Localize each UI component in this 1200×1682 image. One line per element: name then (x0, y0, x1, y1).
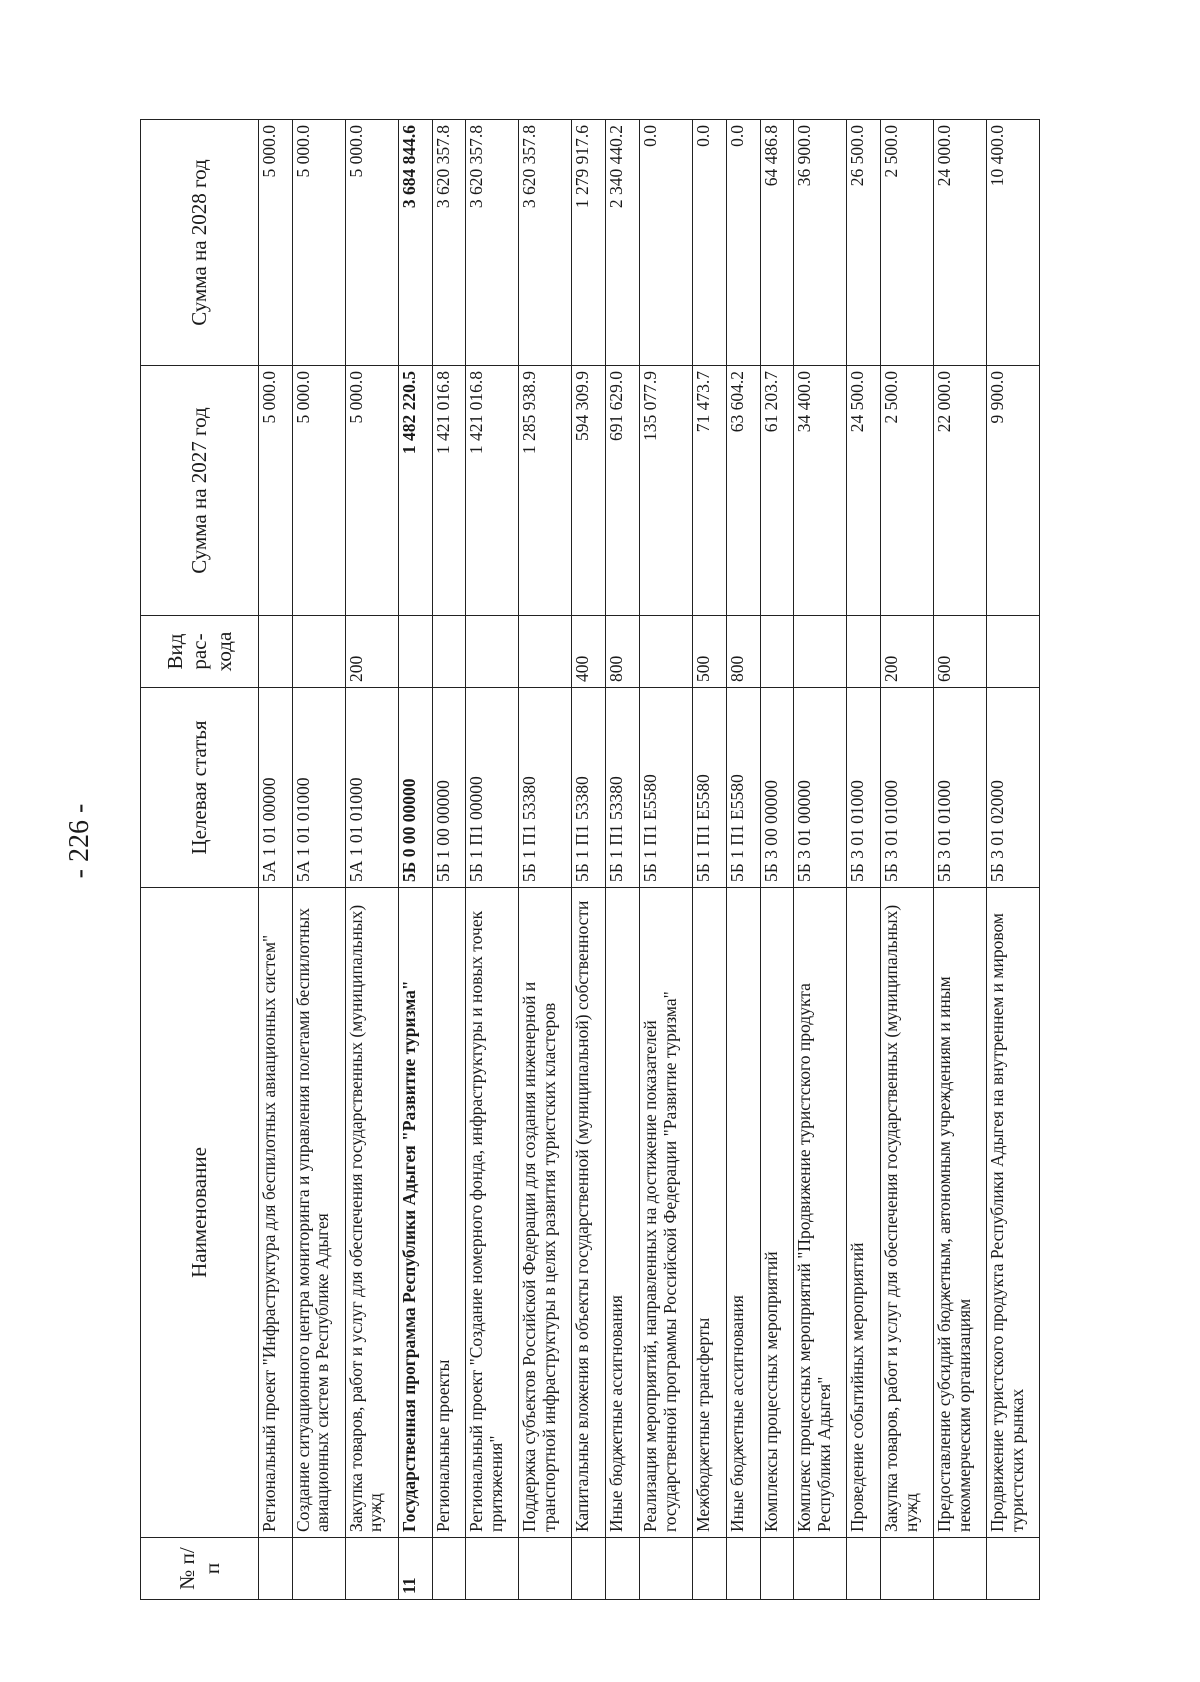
cell-sum-2028: 5 000.0 (292, 120, 345, 366)
cell-kind (760, 616, 794, 688)
cell-kind: 200 (345, 616, 398, 688)
cell-sum-2027: 691 629.0 (606, 366, 640, 616)
header-nn: № п/п (141, 1538, 259, 1600)
page-number: - 226 - (64, 803, 95, 879)
cell-name: Региональные проекты (432, 888, 466, 1538)
cell-kind (398, 616, 432, 688)
table-row (572, 120, 606, 1600)
table-row (639, 120, 692, 1600)
cell-sum-2027: 5 000.0 (345, 366, 398, 616)
cell-target: 5Б 3 01 01000 (934, 688, 987, 888)
cell-sum-2028: 10 400.0 (986, 120, 1039, 366)
cell-sum-2028: 3 620 357.8 (466, 120, 519, 366)
cell-target: 5Б 3 01 00000 (794, 688, 847, 888)
cell-target: 5Б 1 П1 53380 (572, 688, 606, 888)
cell-kind (259, 616, 293, 688)
cell-name: Иные бюджетные ассигнования (726, 888, 760, 1538)
cell-nn (345, 1538, 398, 1600)
cell-target: 5А 1 01 00000 (259, 688, 293, 888)
header-row (141, 120, 259, 1600)
header-target: Целевая статья (141, 688, 259, 888)
cell-nn: 11 (398, 1538, 432, 1600)
cell-nn (847, 1538, 881, 1600)
cell-name: Капитальные вложения в объекты государственной (муниципальной) собственности (572, 888, 606, 1538)
cell-sum-2028: 36 900.0 (794, 120, 847, 366)
cell-sum-2028: 0.0 (726, 120, 760, 366)
table-row (934, 120, 987, 1600)
cell-kind: 500 (692, 616, 726, 688)
cell-sum-2028: 2 500.0 (881, 120, 934, 366)
table-row (692, 120, 726, 1600)
budget-table (140, 119, 1040, 1600)
cell-target: 5Б 1 П1 Е5580 (726, 688, 760, 888)
cell-sum-2027: 5 000.0 (292, 366, 345, 616)
header-sum-2027: Сумма на 2027 год (141, 366, 259, 616)
table-row (432, 120, 466, 1600)
cell-sum-2027: 9 900.0 (986, 366, 1039, 616)
cell-kind: 800 (726, 616, 760, 688)
table-row (726, 120, 760, 1600)
cell-target: 5Б 1 П1 53380 (519, 688, 572, 888)
cell-name: Продвижение туристского продукта Республики Адыгея на внутреннем и мировом туристских рынках (986, 888, 1039, 1538)
cell-sum-2028: 1 279 917.6 (572, 120, 606, 366)
cell-target: 5Б 3 01 01000 (847, 688, 881, 888)
cell-kind (847, 616, 881, 688)
cell-sum-2028: 0.0 (692, 120, 726, 366)
cell-target: 5Б 1 П1 Е5580 (692, 688, 726, 888)
table-row (794, 120, 847, 1600)
cell-nn (934, 1538, 987, 1600)
cell-name: Проведение событийных мероприятий (847, 888, 881, 1538)
cell-name: Комплекс процессных мероприятий "Продвижение туристского продукта Республики Адыгея" (794, 888, 847, 1538)
cell-target: 5Б 3 00 00000 (760, 688, 794, 888)
cell-name: Комплексы процессных мероприятий (760, 888, 794, 1538)
cell-kind (292, 616, 345, 688)
cell-sum-2027: 594 309.9 (572, 366, 606, 616)
cell-nn (259, 1538, 293, 1600)
cell-target: 5Б 1 П1 53380 (606, 688, 640, 888)
cell-sum-2027: 22 000.0 (934, 366, 987, 616)
cell-name: Поддержка субъектов Российской Федерации для создания инженерной и транспортной инфраструктуры в целях развития туристских кластеров (519, 888, 572, 1538)
cell-sum-2027: 63 604.2 (726, 366, 760, 616)
cell-nn (692, 1538, 726, 1600)
cell-sum-2028: 2 340 440.2 (606, 120, 640, 366)
cell-sum-2027: 2 500.0 (881, 366, 934, 616)
cell-name: Закупка товаров, работ и услуг для обеспечения государственных (муниципальных) нужд (881, 888, 934, 1538)
cell-sum-2027: 1 285 938.9 (519, 366, 572, 616)
cell-sum-2027: 71 473.7 (692, 366, 726, 616)
cell-kind (519, 616, 572, 688)
cell-nn (881, 1538, 934, 1600)
cell-name: Закупка товаров, работ и услуг для обеспечения государственных (муниципальных) нужд (345, 888, 398, 1538)
cell-sum-2028: 3 684 844.6 (398, 120, 432, 366)
rotated-table-container (140, 120, 1040, 1600)
cell-target: 5А 1 01 01000 (292, 688, 345, 888)
cell-kind (794, 616, 847, 688)
cell-name: Региональный проект "Инфраструктура для беспилотных авиационных систем" (259, 888, 293, 1538)
cell-sum-2028: 5 000.0 (345, 120, 398, 366)
cell-sum-2027: 24 500.0 (847, 366, 881, 616)
table-row (292, 120, 345, 1600)
cell-target: 5Б 3 01 02000 (986, 688, 1039, 888)
table-row (606, 120, 640, 1600)
cell-kind: 400 (572, 616, 606, 688)
table-body (259, 120, 1040, 1600)
cell-sum-2028: 64 486.8 (760, 120, 794, 366)
cell-nn (466, 1538, 519, 1600)
cell-target: 5Б 1 П1 00000 (466, 688, 519, 888)
cell-kind: 800 (606, 616, 640, 688)
cell-kind: 600 (934, 616, 987, 688)
cell-name: Создание ситуационного центра мониторинга и управления полетами беспилотных авиационных систем в Республике Адыгея (292, 888, 345, 1538)
cell-nn (760, 1538, 794, 1600)
table-row (986, 120, 1039, 1600)
cell-sum-2028: 3 620 357.8 (432, 120, 466, 366)
cell-kind: 200 (881, 616, 934, 688)
cell-sum-2027: 5 000.0 (259, 366, 293, 616)
cell-kind (466, 616, 519, 688)
cell-target: 5Б 3 01 01000 (881, 688, 934, 888)
cell-kind (639, 616, 692, 688)
table-row (398, 120, 432, 1600)
cell-nn (572, 1538, 606, 1600)
cell-nn (639, 1538, 692, 1600)
header-name: Наименование (141, 888, 259, 1538)
table-row (760, 120, 794, 1600)
table-row (847, 120, 881, 1600)
cell-nn (432, 1538, 466, 1600)
cell-target: 5А 1 01 01000 (345, 688, 398, 888)
cell-kind (986, 616, 1039, 688)
cell-sum-2027: 135 077.9 (639, 366, 692, 616)
cell-sum-2027: 1 421 016.8 (432, 366, 466, 616)
cell-nn (606, 1538, 640, 1600)
cell-name: Иные бюджетные ассигнования (606, 888, 640, 1538)
table-row (466, 120, 519, 1600)
cell-sum-2028: 26 500.0 (847, 120, 881, 366)
cell-target: 5Б 1 П1 Е5580 (639, 688, 692, 888)
cell-name: Региональный проект "Создание номерного фонда, инфраструктуры и новых точек притяжения" (466, 888, 519, 1538)
cell-name: Реализация мероприятий, направленных на достижение показателей государственной программы Российской Федерации "Развитие туризма" (639, 888, 692, 1538)
cell-target: 5Б 1 00 00000 (432, 688, 466, 888)
cell-kind (432, 616, 466, 688)
cell-sum-2027: 34 400.0 (794, 366, 847, 616)
cell-sum-2028: 0.0 (639, 120, 692, 366)
cell-name: Межбюджетные трансферты (692, 888, 726, 1538)
cell-nn (726, 1538, 760, 1600)
table-row (519, 120, 572, 1600)
cell-sum-2028: 24 000.0 (934, 120, 987, 366)
cell-sum-2027: 61 203.7 (760, 366, 794, 616)
cell-sum-2027: 1 482 220.5 (398, 366, 432, 616)
cell-nn (986, 1538, 1039, 1600)
cell-sum-2028: 5 000.0 (259, 120, 293, 366)
cell-sum-2027: 1 421 016.8 (466, 366, 519, 616)
cell-nn (519, 1538, 572, 1600)
header-sum-2028: Сумма на 2028 год (141, 120, 259, 366)
cell-name: Предоставление субсидий бюджетным, автономным учреждениям и иным некоммерческим организациям (934, 888, 987, 1538)
header-kind: Вид рас- хода (141, 616, 259, 688)
table-row (259, 120, 293, 1600)
cell-nn (794, 1538, 847, 1600)
cell-target: 5Б 0 00 00000 (398, 688, 432, 888)
cell-sum-2028: 3 620 357.8 (519, 120, 572, 366)
cell-nn (292, 1538, 345, 1600)
table-row (345, 120, 398, 1600)
cell-name: Государственная программа Республики Адыгея "Развитие туризма" (398, 888, 432, 1538)
table-row (881, 120, 934, 1600)
